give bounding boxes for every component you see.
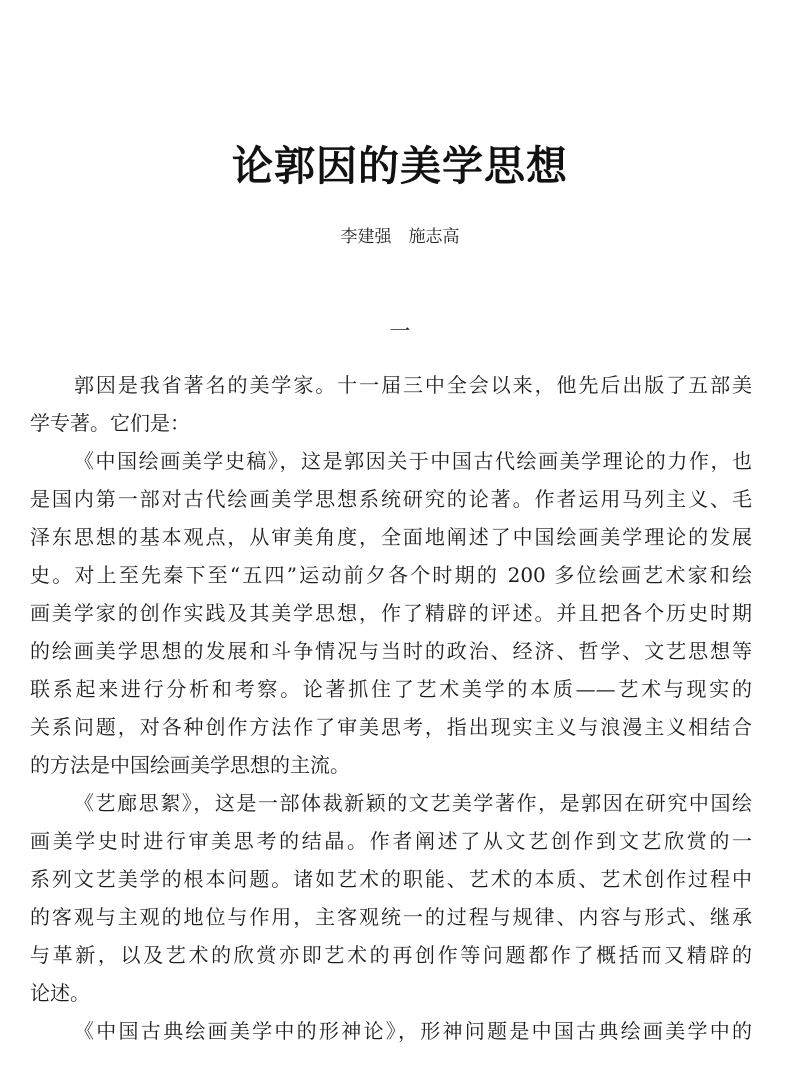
article-body bbox=[30, 366, 752, 1050]
body-text-line: 《中国绘画美学史稿》，这是郭因关于中国古代绘画美学理论的力作，也 bbox=[74, 449, 752, 473]
body-text-line: 系列文艺美学的根本问题。诸如艺术的职能、艺术的本质、艺术创作过程中 bbox=[30, 867, 752, 891]
body-text-line: 联系起来进行分析和考察。论著抓住了艺术美学的本质——艺术与现实的 bbox=[30, 677, 752, 701]
section-number: 一 bbox=[389, 319, 411, 343]
body-text-line: 画美学家的创作实践及其美学思想，作了精辟的评述。并且把各个历史时期 bbox=[30, 601, 752, 625]
body-text-line: 史。对上至先秦下至“五四”运动前夕各个时期的 200 多位绘画艺术家和绘 bbox=[30, 563, 752, 587]
body-text-line: 郭因是我省著名的美学家。十一届三中全会以来，他先后出版了五部美 bbox=[74, 373, 752, 397]
article-title: 论郭因的美学思想 bbox=[232, 142, 568, 190]
body-text-line: 关系问题，对各种创作方法作了审美思考，指出现实主义与浪漫主义相结合 bbox=[30, 715, 752, 739]
body-text-line: 论述。 bbox=[30, 981, 90, 1005]
body-text-line: 的绘画美学思想的发展和斗争情况与当时的政治、经济、哲学、文艺思想等 bbox=[30, 639, 752, 663]
body-text-line: 画美学史时进行审美思考的结晶。作者阐述了从文艺创作到文艺欣赏的一 bbox=[30, 829, 752, 853]
body-text-line: 泽东思想的基本观点，从审美角度，全面地阐述了中国绘画美学理论的发展 bbox=[30, 525, 752, 549]
body-text-line: 学专著。它们是： bbox=[30, 411, 190, 435]
body-text-line: 的方法是中国绘画美学思想的主流。 bbox=[30, 753, 350, 777]
body-text-line: 与革新，以及艺术的欣赏亦即艺术的再创作等问题都作了概括而又精辟的 bbox=[30, 943, 752, 967]
body-text-line: 的客观与主观的地位与作用，主客观统一的过程与规律、内容与形式、继承 bbox=[30, 905, 752, 929]
article-authors: 李建强 施志高 bbox=[340, 227, 460, 247]
body-text-line: 《艺廊思絮》，这是一部体裁新颖的文艺美学著作，是郭因在研究中国绘 bbox=[74, 791, 752, 815]
body-text-line: 是国内第一部对古代绘画美学思想系统研究的论著。作者运用马列主义、毛 bbox=[30, 487, 752, 511]
body-text-line: 《中国古典绘画美学中的形神论》，形神问题是中国古典绘画美学中的 bbox=[74, 1019, 752, 1043]
